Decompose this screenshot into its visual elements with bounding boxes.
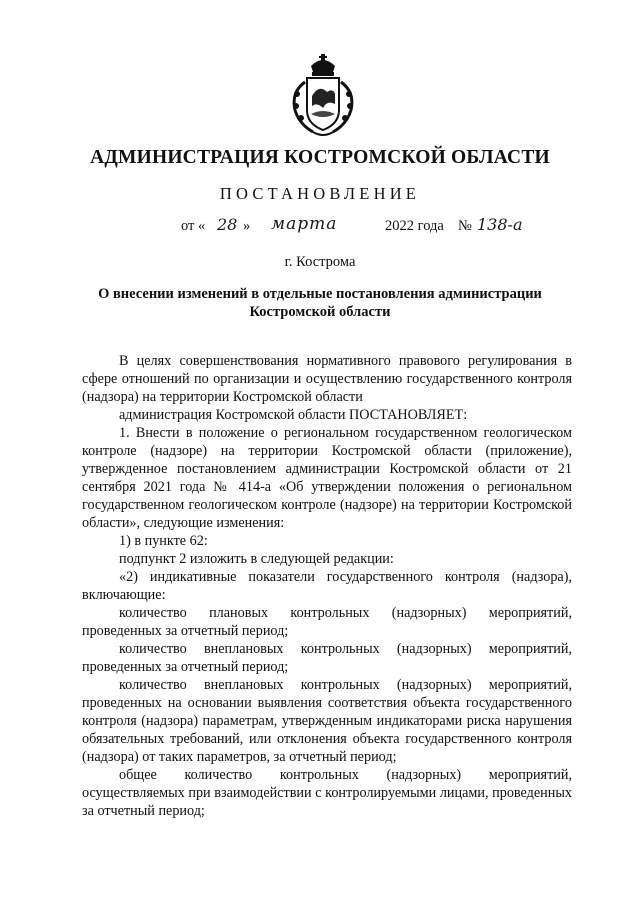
date-day-handwritten: 28	[217, 215, 238, 234]
paragraph: «2) индикативные показатели государственного контроля (надзора), включающие:	[82, 569, 572, 603]
coat-of-arms-icon	[283, 52, 363, 140]
paragraph: 1) в пункте 62:	[119, 533, 208, 549]
date-month-handwritten: марта	[271, 214, 338, 234]
city: г. Кострома	[284, 254, 356, 270]
paragraph: количество внеплановых контрольных (надзорных) мероприятий, проведенных на основании выявления соответствия объекта государственного контроля (надзора) параметрам, утвержденным индикаторами риска нарушения обязательных требований, или отклонения объекта государственного контроля (надзора) от таких параметров, за отчетный период;	[82, 677, 572, 765]
date-prefix: от «	[181, 218, 206, 234]
paragraph: В целях совершенствования нормативного правового регулирования в сфере отношений по организации и осуществлению государственного контроля (надзора) на территории Костромской области	[82, 353, 572, 405]
document-title: О внесении изменений в отдельные постановления администрации Костромской области	[98, 286, 542, 320]
paragraph: подпункт 2 изложить в следующей редакции:	[119, 551, 394, 567]
paragraph: 1. Внести в положение о региональном государственном геологическом контроле (надзоре) на территории Костромской области (приложение), утвержденное постановлением администрации Костромской области от 21 сентября 2021 года № 414-а «Об утверждении положения о региональном государственном геологическом контроле (надзоре) на территории Костромской области», следующие изменения:	[82, 425, 572, 531]
document-type: ПОСТАНОВЛЕНИЕ	[219, 184, 421, 203]
number-sign: №	[458, 218, 472, 234]
paragraph: общее количество контрольных (надзорных) мероприятий, осуществляемых при взаимодействии с контролируемыми лицами, проведенных за отчетный период;	[82, 767, 572, 819]
paragraph: администрация Костромской области ПОСТАНОВЛЯЕТ:	[119, 407, 468, 423]
paragraph: количество внеплановых контрольных (надзорных) мероприятий, проведенных за отчетный период;	[82, 641, 572, 675]
document-number-handwritten: 138-а	[477, 215, 523, 234]
paragraph: количество плановых контрольных (надзорных) мероприятий, проведенных за отчетный период;	[82, 605, 572, 639]
organization-name: АДМИНИСТРАЦИЯ КОСТРОМСКОЙ ОБЛАСТИ	[90, 147, 550, 168]
date-close: »	[243, 218, 251, 234]
date-year: 2022 года	[385, 218, 444, 234]
document-body	[82, 352, 572, 820]
date-number-line	[0, 215, 640, 241]
